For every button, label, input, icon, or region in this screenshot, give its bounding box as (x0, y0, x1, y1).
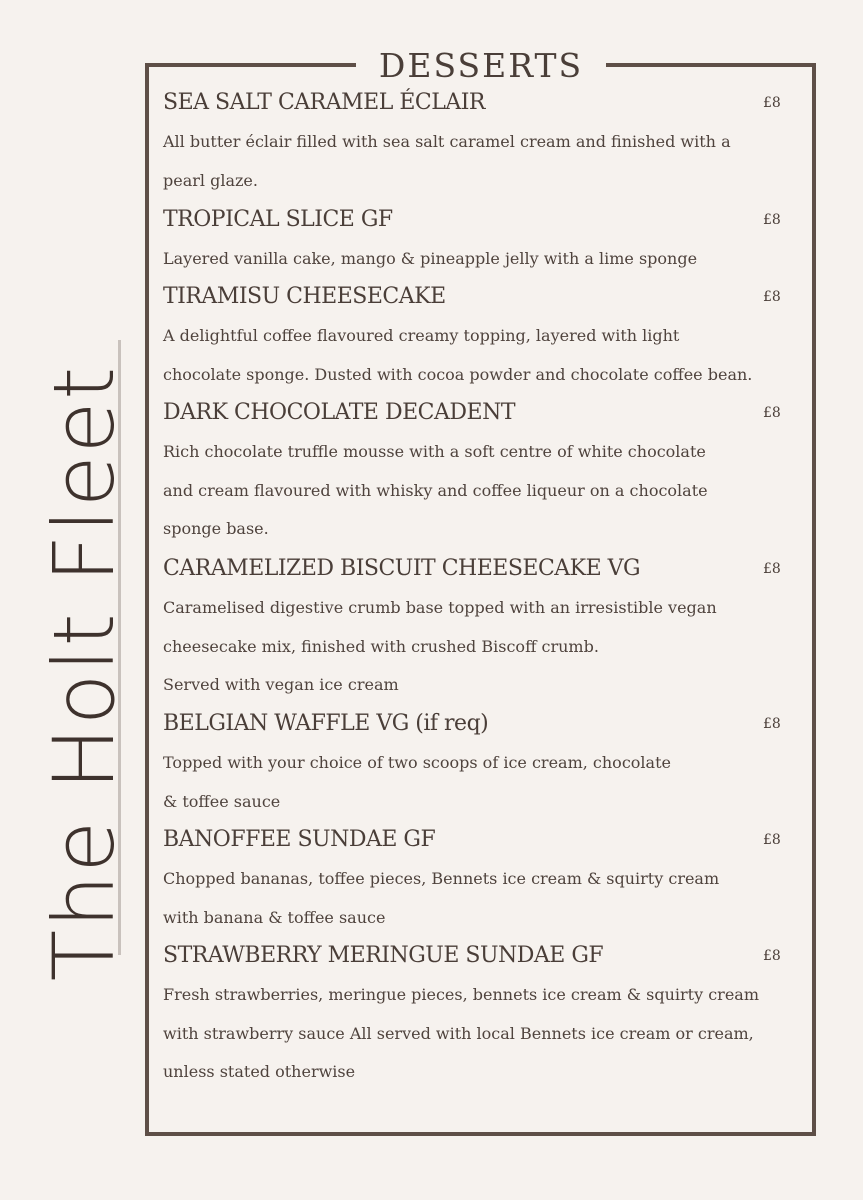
item-name: TIRAMISU CHEESECAKE (163, 284, 446, 309)
item-price: £8 (763, 289, 781, 305)
item-price: £8 (763, 212, 781, 228)
item-description: & toffee sauce (163, 792, 281, 811)
item-name: BELGIAN WAFFLE VG (if req) (163, 711, 489, 736)
section-title: DESSERTS (356, 44, 606, 88)
item-description: chocolate sponge. Dusted with cocoa powder and chocolate coffee bean. (163, 365, 753, 384)
item-name: SEA SALT CARAMEL ÉCLAIR (163, 90, 485, 115)
item-description: Rich chocolate truffle mousse with a soft centre of white chocolate (163, 442, 706, 461)
item-description: sponge base. (163, 519, 269, 538)
item-description: A delightful coffee flavoured creamy topping, layered with light (163, 326, 680, 345)
item-price: £8 (763, 948, 781, 964)
item-price: £8 (763, 716, 781, 732)
item-name: CARAMELIZED BISCUIT CHEESECAKE VG (163, 556, 641, 581)
item-description: Served with vegan ice cream (163, 675, 399, 694)
item-description: Chopped bananas, toffee pieces, Bennets ice cream & squirty cream (163, 869, 720, 888)
item-description: and cream flavoured with whisky and coffee liqueur on a chocolate (163, 481, 708, 500)
item-name: BANOFFEE SUNDAE GF (163, 827, 436, 852)
item-description: Layered vanilla cake, mango & pineapple jelly with a lime sponge (163, 249, 698, 268)
item-price: £8 (763, 832, 781, 848)
item-description: with banana & toffee sauce (163, 908, 386, 927)
item-description: Topped with your choice of two scoops of ice cream, chocolate (163, 753, 671, 772)
item-price: £8 (763, 95, 781, 111)
item-name: TROPICAL SLICE GF (163, 207, 393, 232)
item-price: £8 (763, 561, 781, 577)
item-name: DARK CHOCOLATE DECADENT (163, 400, 516, 425)
item-description: pearl glaze. (163, 171, 258, 190)
item-price: £8 (763, 405, 781, 421)
item-description: unless stated otherwise (163, 1062, 356, 1081)
item-description: with strawberry sauce All served with local Bennets ice cream or cream, (163, 1024, 754, 1043)
item-description: All butter éclair filled with sea salt caramel cream and finished with a (163, 132, 731, 151)
item-description: Caramelised digestive crumb base topped with an irresistible vegan (163, 598, 717, 617)
item-description: Fresh strawberries, meringue pieces, bennets ice cream & squirty cream (163, 985, 759, 1004)
item-description: cheesecake mix, finished with crushed Biscoff crumb. (163, 637, 599, 656)
item-name: STRAWBERRY MERINGUE SUNDAE GF (163, 943, 604, 968)
restaurant-name: The Holt Fleet (35, 364, 133, 982)
